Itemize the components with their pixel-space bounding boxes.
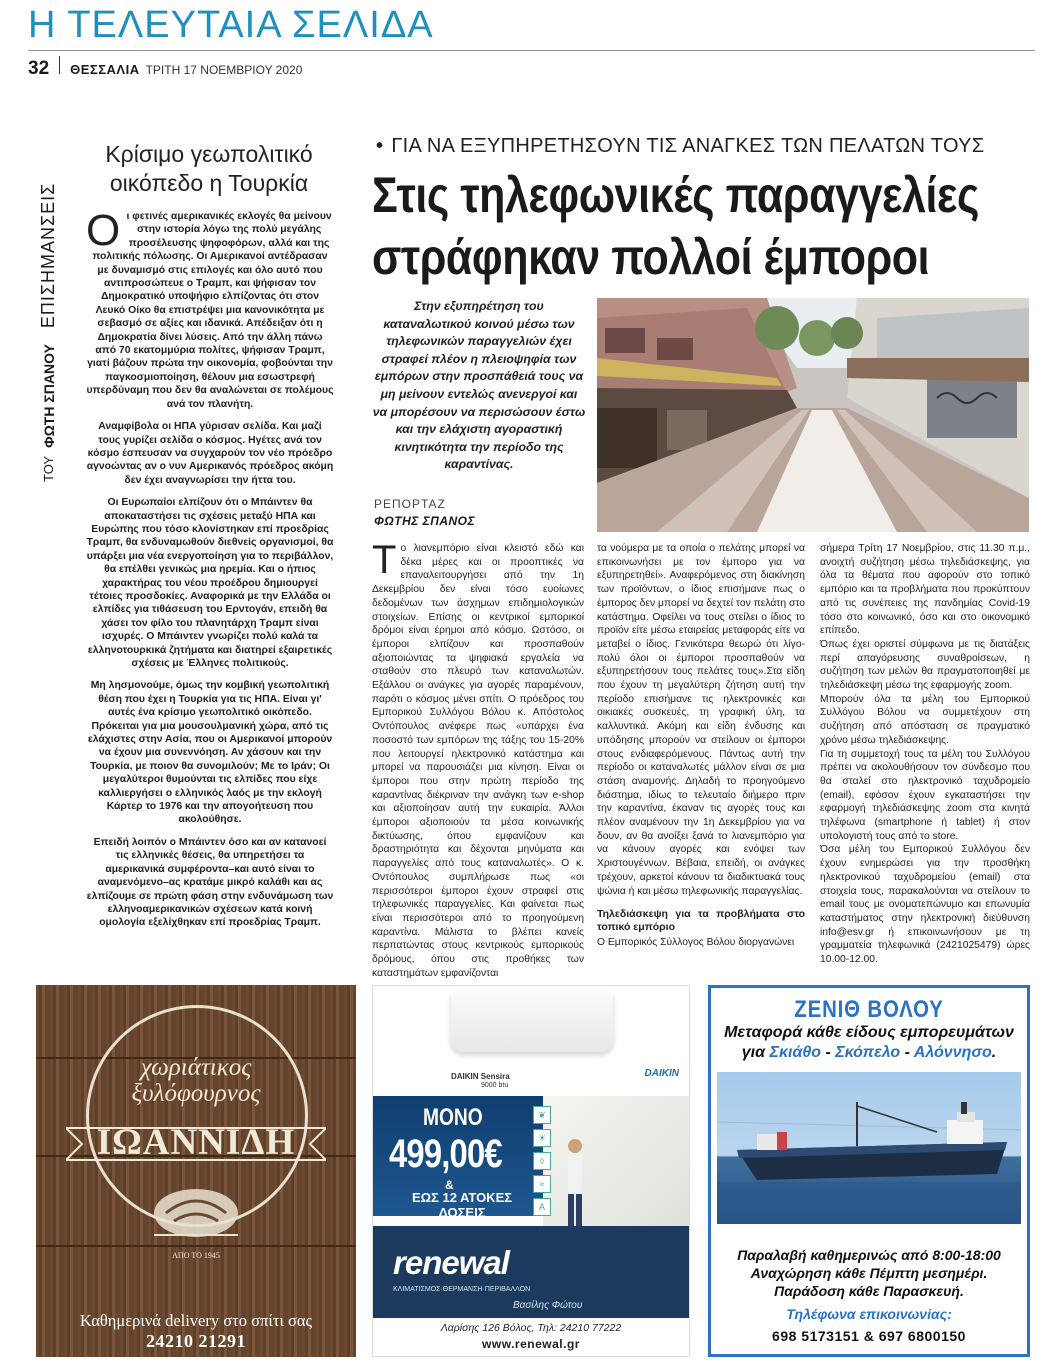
- ac-btu: 9000 btu: [481, 1082, 509, 1089]
- opinion-body: [86, 206, 334, 939]
- report-label: ΡΕΠΟΡΤΑΖ: [374, 497, 446, 511]
- zenith-dest-alonissos: Αλόννησο: [913, 1044, 992, 1061]
- zenith-sep: -: [900, 1044, 914, 1061]
- opinion-p5: Επειδή λοιπόν ο Μπάιντεν όσο και αν κατανοεί τις ελληνικές θέσεις, θα υπηρετήσει τα αμερικανικά συμφέροντα–και αυτό είναι το αναμενόμενο–ας κρατάμε μικρό καλάθι και ας ελπίζουμε σε πρώτη φάση στην ενδυνάμωση των ελληνοαμερικανικών σχέσεων κατά κοινή ομολογία εξελίχθηκαν επί προεδρίας Τραμπ.: [86, 836, 334, 929]
- zenith-dest-skopelos: Σκόπελο: [835, 1044, 901, 1061]
- article-col3-p4: Για τη συμμετοχή τους τα μέλη του Συλλόγου πρέπει να ακολουθήσουν τον σύνδεσμο που θα σταλεί στο ηλεκτρονικό ταχυδρομείο (email), εφόσον έχουν εγκαταστήσει την εφαρμογή τηλεδιάσκεψης zoom στα κινητά τηλέφωνα (smartphone ή tablet) ή στον υπολογιστή τους από το store.: [820, 748, 1030, 842]
- zenith-phones[interactable]: 698 5173151 & 697 6800150: [772, 1328, 966, 1344]
- zenith-ad[interactable]: [708, 985, 1030, 1357]
- page-separator: [59, 56, 60, 74]
- label-section: ΕΠΙΣΗΜΑΝΣΕΙΣ: [38, 182, 58, 329]
- feature-sun-icon: ☀: [533, 1129, 551, 1147]
- article-column-2: [597, 542, 805, 950]
- article-col3-p5: Όσα μέλη του Εμπορικού Συλλόγου δεν έχουν ενημερώσει για την προσθήκη ηλεκτρονικού ταχυδρομείου (email) στα στοιχεία τους, παρακαλούνται να στείλουν το email τους με ονοματεπώνυμο και επωνυμία καταστήματος στην ηλεκτρονική διεύθυνση info@esv.gr ή επικοινωνήσουν με τη γραμματεία τηλεφωνικά (2421025479) ώρες 10.00-12.00.: [820, 844, 1030, 966]
- kicker-text: ΓΙΑ ΝΑ ΕΞΥΠΗΡΕΤΗΣΟΥΝ ΤΙΣ ΑΝΑΓΚΕΣ ΤΩΝ ΠΕΛΑΤΩΝ ΤΟΥΣ: [391, 135, 985, 157]
- zenith-pickup: Παραλαβή καθημερινώς από 8:00-18:00: [737, 1247, 1001, 1263]
- renewal-website[interactable]: www.renewal.gr: [482, 1337, 580, 1351]
- zenith-dest-skiathos: Σκιάθο: [769, 1044, 822, 1061]
- street-photo: [597, 298, 1029, 532]
- renewal-subtitle: ΚΛΙΜΑΤΙΣΜΟΣ·ΘΕΡΜΑΝΣΗ·ΠΕΡΙΒΑΛΛΟΝ: [393, 1286, 531, 1293]
- opinion-dropcap: Ο: [86, 206, 121, 255]
- zenith-contact-label: Τηλέφωνα επικοινωνίας:: [786, 1306, 952, 1322]
- bakery-brand: ΙΩΑΝΝΙΔΗ: [96, 1122, 296, 1163]
- renewal-logo: renewal: [393, 1244, 509, 1281]
- opinion-title-line1: Κρίσιμο γεωπολιτικό: [105, 141, 313, 167]
- headline-line2: στράφηκαν πολλοί έμποροι: [372, 229, 930, 285]
- article-kicker: [376, 135, 984, 158]
- ac-model: DAIKIN Sensira: [451, 1072, 510, 1081]
- article-col2-after: Ο Εμπορικός Σύλλογος Βόλου διοργανώνει: [597, 937, 795, 949]
- zenith-line2: [711, 1044, 1027, 1062]
- opinion-vertical-label: [38, 182, 78, 482]
- report-author: ΦΩΤΗΣ ΣΠΑΝΟΣ: [374, 514, 476, 528]
- street-photo-illustration: [597, 298, 1029, 532]
- article-col3-p2: Όπως έχει οριστεί σύμφωνα με τις διατάξεις περί απαγόρευσης συναθροίσεων, η συζήτηση των μελών θα πραγματοποιηθεί με τηλεδιάσκεψη μέσω της εφαρμογής zoom.: [820, 638, 1030, 692]
- article-column-1: [372, 538, 584, 981]
- section-title: Η ΤΕΛΕΥΤΑΙΑ ΣΕΛΙΔΑ: [28, 4, 434, 46]
- zenith-line2-prefix: για: [741, 1044, 766, 1061]
- article-subhead: Τηλεδιάσκεψη για τα προβλήματα στο τοπικό εμπόριο: [597, 908, 805, 934]
- bakery-line2: ξυλόφουρνος: [131, 1080, 261, 1107]
- air-conditioner-unit: [451, 992, 613, 1052]
- opinion-p2: Αναμφίβολα οι ΗΠΑ γύρισαν σελίδα. Και μαζί τους γυρίζει σελίδα ο κόσμος. Ηγέτες ανά τον κόσμο έσπευσαν να συγχαρούν τον νέο πρόεδρο αγνοώντας αν ο νυν Αμερικανός πρόεδρος ακόμη δεν έχει αναγνωρίσει την ήττα του.: [86, 421, 334, 486]
- header-divider: [28, 50, 1035, 51]
- zenith-sep: -: [821, 1044, 836, 1061]
- bakery-ad[interactable]: [36, 985, 356, 1357]
- opinion-paragraph: [86, 206, 334, 411]
- opinion-p1: ι φετινές αμερικανικές εκλογές θα μείνουν στην ιστορία λόγω της πολύ μεγάλης προσέλευσης ψηφοφόρων, αλλά και της πολιτικής πόλωσης. Οι Αμερικανοί αντέδρασαν με δυναμισμό στις επιλογές και όλο αυτό που αντιπροσώπευε ο Τραμπ, και ψήφισαν τον Δημοκρατικό υποψήφιο ελπίζοντας ότι στον Λευκό Οίκο θα επιστρέψει μια κανονικότητα με σεβασμό σε αξίες και ιδανικά. Απέδειξαν ότι η Δημοκρατία δίνει λύσεις. Από την άλλη πάνω από 70 εκατομμύρια πολίτες, ψήφισαν Τραμπ, γιατί βάζουν πρώτα την οικονομία, φοβούνται την παγκοσμιοποίηση, θέλουν μια εσωστρεφή υπερδύναμη που δεν θα αναλώνεται σε πολέμους ανά τον πλανήτη.: [86, 211, 334, 410]
- article-col3-p1: σήμερα Τρίτη 17 Νοεμβρίου, στις 11.30 π.μ., ανοιχτή συζήτηση μέσω τηλεδιάσκεψης, για όλα τα θέματα που αφορούν στο τοπικό εμπόριο και τα προβλήματα που προκύπτουν από τις συνέπειες της πανδημίας Covid-19 τόσο στο κοινωνικό, όσο και στο οικονομικό επίπεδο.: [820, 543, 1030, 637]
- zenith-title: ΖΕΝΙΘ ΒΟΛΟΥ: [794, 996, 944, 1023]
- zenith-schedule: [711, 1246, 1027, 1300]
- feature-drop-icon: ◊: [533, 1152, 551, 1170]
- renewal-address: Λαρίσης 126 Βόλος, Τηλ: 24210 77222: [440, 1322, 622, 1334]
- feature-wind-icon: ≈: [533, 1175, 551, 1193]
- zenith-line1: Μεταφορά κάθε είδους εμπορευμάτων: [724, 1024, 1014, 1041]
- installments: ΕΩΣ 12 ΑΤΟΚΕΣ ΔΟΣΕΙΣ: [411, 1190, 513, 1220]
- article-column-3: [820, 542, 1030, 967]
- label-tou: ΤΟΥ: [41, 455, 56, 482]
- price-value: 499,00€: [389, 1132, 502, 1176]
- article-dropcap: Τ: [372, 538, 397, 582]
- zenith-departure: Αναχώρηση κάθε Πέμπτη μεσημέρι.: [750, 1265, 988, 1281]
- page-number: 32: [28, 58, 50, 79]
- article-lead: Στην εξυπηρέτηση του καταναλωτικού κοινού μέσω των τηλεφωνικών παραγγελιών έχει στραφεί πλέον η πλειοψηφία των εμπόρων στην προσπάθειά τους να μη μείνουν εντελώς ανενεργοί και να μπορέσουν να περισώσουν έστω και την ελάχιστη αγοραστική κινητικότητα την περίοδο της καραντίνας.: [372, 299, 586, 472]
- cargo-ship-photo: [717, 1072, 1021, 1224]
- article-col3-p3: Μπορούν όλα τα μέλη του Εμπορικού Συλλόγου Βόλου να συμμετέχουν στη συζήτηση από απόσταση σε πραγματικό χρόνο μέσω τηλεδιάσκεψης.: [820, 693, 1030, 746]
- newspaper-name: ΘΕΣΣΑΛΙΑ: [70, 62, 140, 77]
- zenith-dot: .: [991, 1044, 997, 1061]
- opinion-p4: Μη λησμονούμε, όμως την κομβική γεωπολιτική θέση που έχει η Τουρκία για τις ΗΠΑ. Είναι γι' αυτές ένα κρίσιμο γεωπολιτικό οικόπεδο. Πρόκειται για μια μουσουλμανική χώρα, από τις ελάχιστες στην Ασία, που οι Αμερικανοί μπορούν να έχουν μια συνεννόηση. Αν χάσουν και την Τουρκία, με ποιον θα συνομιλούν; Με το Ιράν; Οι μεγαλύτεροι θυμούνται τις ελπίδες που είχε καλλιεργήσει ο ελληνικός λαός με την εκλογή Κάρτερ το 1976 και την απογοήτευση που ακολούθησε.: [87, 680, 333, 826]
- article-col2-text: τα νούμερα με τα οποία ο πελάτης μπορεί να επικοινωνήσει με τον έμπορο για να εξυπηρετηθεί». Αναφερόμενος στη διακίνηση των προϊόντων, ο ίδιος επισήμανε πως ο έμπορος δεν μπορεί να δεχτεί τον πελάτη στο κατάστημα. Οφείλει να τους στείλει ο ίδιος το προϊόν είτε μέσω εταιρείας μεταφοράς είτε να μεταβεί ο ίδιος. Γενικότερα θεωρώ ότι λίγο-πολύ όλοι οι έμποροι προσπαθούν να εξυπηρετήσουν τους πελάτες τους».Στα είδη που έχουν τη μεγαλύτερη ζήτηση αυτή την περίοδο επισήμανε τις ηλεκτρονικές και οικιακές συσκευές, τη γραφική ύλη, τα καλλυντικά. Ακόμη και είδη ένδυσης και υπόδησης μπορούν να στείλουν οι έμποροι στους ενδιαφερόμενους. Πάντως αυτή την περίοδο οι καταναλωτές μάλλον είναι σε μια στάση αναμονής. Δηλαδή το προηγούμενο διάστημα, ιδίως το τελευταίο διήμερο πριν την καραντίνα, έκαναν τις αγορές τους και πλέον αναμένουν την 1η Δεκεμβρίου για να δουν, αν θα ανοίξει ξανά το λιανεμπόριο για να κάνουν αγορές και ενόψει των Χριστουγέννων. Βέβαια, επειδή, οι ανάγκες τρέχουν, αρκετοί κάνουν τα διαδικτυακά τους ψώνια ή και μέσω τηλεφωνικής παραγγελίας.: [597, 543, 805, 897]
- bread-loaves-icon: [146, 1173, 246, 1248]
- label-author: ΦΩΤΗ ΣΠΑΝΟΥ: [40, 344, 57, 448]
- headline-line1: Στις τηλεφωνικές παραγγελίες: [372, 167, 979, 223]
- page-info: [28, 56, 302, 80]
- price-prefix: ΜΟΝΟ: [423, 1104, 483, 1131]
- cargo-ship-icon: [717, 1072, 1021, 1224]
- zenith-delivery: Παράδοση κάθε Παρασκευή.: [774, 1283, 964, 1299]
- bakery-since: ΑΠΟ ΤΟ 1945: [172, 1251, 220, 1260]
- feature-leaf-icon: ❦: [533, 1106, 551, 1124]
- price-amp: &: [445, 1178, 454, 1192]
- article-col1-text: ο λιανεμπόριο είναι κλειστό εδώ και δέκα μέρες και οι προοπτικές να επαναλειτουργήσει από την 1η Δεκεμβρίου δεν είναι τόσο ευοίωνες δεδομένων των άσχημων επιδημιολογικών στοιχείων. Επίσης οι κεντρικοί εμπορικοί δρόμοι είναι έρημοι από κόσμο. Ωστόσο, οι έμποροι ελπίζουν και προσπαθούν αξιοποιώντας τα ψηφιακά εργαλεία να σταθούν στο πλευρό των καταναλωτών. Εξάλλου οι ανάγκες για αγορές παραμένουν, παρότι ο κόσμος μένει σπίτι. Ο πρόεδρος του Εμπορικού Συλλόγου Βόλου κ. Απόστολος Οντόπουλος ανέφερε πως «υπάρχει ένα ποσοστό των εμπόρων της τάξης του 15-20% που λειτουργεί ηλεκτρονικό κατάστημα και μπορεί να παρουσιάζει μια κίνηση. Είναι οι έμποροι που στην πρώτη περίοδο της καραντίνας διέκριναν την ανάγκη των e-shop και αξιοποίησαν αυτή την ευκαιρία. Άλλοι έμποροι αξιοποιούν τα μέσα κοινωνικής δικτύωσης, όπου εμφανίζουν και δραστηριότητα και δέχονται μηνύματα και παραγγελίες από τους καταναλωτές». Ο κ. Οντόπουλος συμπλήρωσε πως «οι περισσότεροι έμποροι έχουν στραφεί στις τηλεφωνικές παραγγελίες. Και φαίνεται πως είναι περισσότεροι από το προηγούμενη καραντίνα. Μάλιστα το βλέπει κανείς περπατώντας στους κεντρικούς εμπορικούς δρόμους, όπου στις προθήκες των καταστημάτων εμφανίζονται: [372, 543, 584, 979]
- renewal-ad[interactable]: [372, 985, 690, 1357]
- daikin-logo: DAIKIN: [644, 1068, 679, 1079]
- article-headline: [372, 164, 1034, 288]
- opinion-title-line2: οικόπεδο η Τουρκία: [109, 170, 309, 196]
- issue-date: ΤΡΙΤΗ 17 ΝΟΕΜΒΡΙΟΥ 2020: [145, 63, 303, 77]
- feature-auto-icon: A: [533, 1198, 551, 1216]
- opinion-p3: Οι Ευρωπαίοι ελπίζουν ότι ο Μπάιντεν θα αποκαταστήσει τις σχέσεις μεταξύ ΗΠΑ και Ευρώπης που τόσο κλονίστηκαν επί προεδρίας Τραμπ, θα ενδυναμωθούν διεθνείς οργανισμοί, θα υπάρξει μια νέα ενεργοποίηση για το περιβάλλον, θα επέλθει γενικώς μια ηρεμία. Και ο ήπιος χαρακτήρας του νέου προέδρου δημιουργεί τέτοιες προσδοκίες. Αναφορικά με την Ελλάδα οι ελπίδες για τιθάσευση του Ερντογάν, επειδή θα χάσει τον φίλο του πλανητάρχη Τραμπ είναι ισχυρές. Ο Μπάιντεν γνωρίζει πολύ καλά τα ελληνοτουρκικά ζητήματα και διατηρεί εξαιρετικές σχέσεις με Έλληνες πολιτικούς.: [86, 497, 334, 669]
- kicker-bullet: •: [376, 135, 384, 157]
- opinion-title: [86, 140, 332, 198]
- bakery-delivery: Καθημερινά delivery στο σπίτι σας: [79, 1311, 313, 1330]
- bakery-phone[interactable]: 24210 21291: [146, 1331, 246, 1351]
- renewal-owner: Βασίλης Φώτου: [513, 1300, 583, 1311]
- bakery-line1: χωριάτικος: [140, 1054, 252, 1081]
- bakery-tagline: [36, 1055, 356, 1107]
